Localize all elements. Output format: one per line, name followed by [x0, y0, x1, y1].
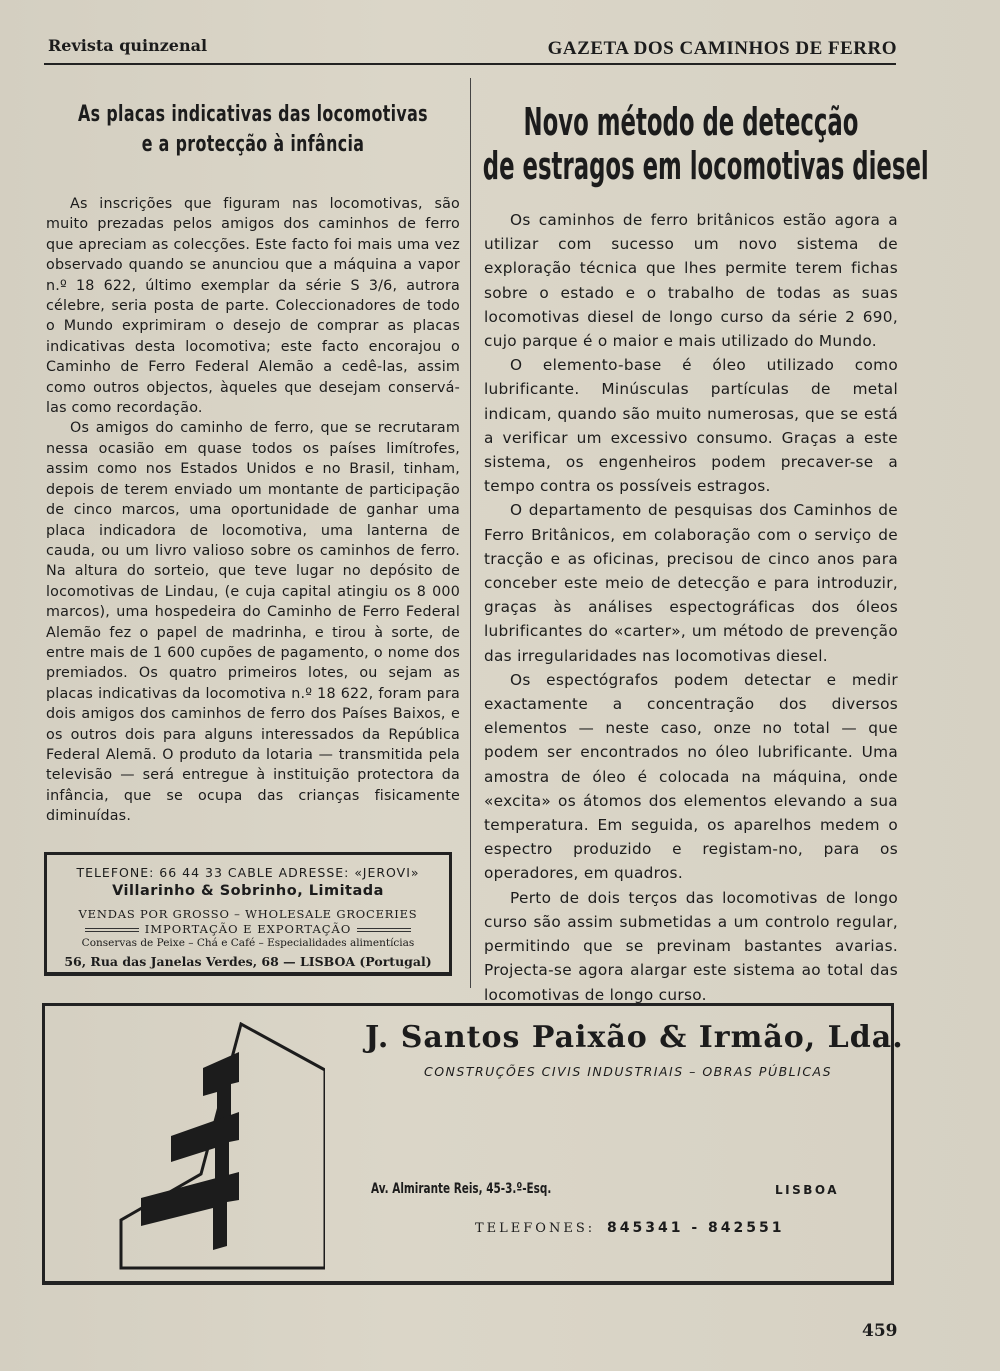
ad-company-city: LISBOA	[775, 1183, 840, 1197]
ad-phone-cable: TELEFONE: 66 44 33 CABLE ADRESSE: «JEROVI»	[76, 865, 420, 880]
ad-tagline: VENDAS POR GROSSO – WHOLESALE GROCERIES	[78, 907, 418, 921]
right-article-title-line2: de estragos em locomotivas diesel	[482, 144, 929, 188]
ad-import-export: IMPORTAÇÃO E EXPORTAÇÃO	[144, 922, 352, 936]
ad-company-name: Villarinho & Sobrinho, Limitada	[112, 883, 384, 899]
right-article-paragraph: Os caminhos de ferro britânicos estão agora a utilizar com sucesso um novo sistema de exploração técnica que lhes permite terem fichas sobre o estado e o trabalho de todas as suas locomotivas diesel de longo curso da série 2 690, cujo parque é o maior e mais utilizado do Mundo.	[484, 211, 898, 351]
page-number: 459	[862, 1321, 898, 1341]
right-article-paragraph: O elemento-base é óleo utilizado como lubrificante. Minúsculas partículas de metal indicam, quando são muito numerosas, que se está a verificar um excessivo consumo. Graças a este sistema, os engenheiros podem precaver-se a tempo contra os possíveis estragos.	[484, 356, 898, 496]
ad-phone-numbers: 845341 - 842551	[607, 1220, 785, 1236]
ad-import-export-row	[47, 922, 449, 936]
left-article-paragraph: As inscrições que figuram nas locomotivas, são muito prezadas pelos amigos dos caminhos de ferro que apreciam as colecções. Este facto foi mais uma vez observado quando se anunciou que a máquina a vapor n.º 18 622, último exemplar da série S 3/6, autrora célebre, seria posta de parte. Coleccionadores de todo o Mundo exprimiram o desejo de comprar as placas indicativas desta locomotiva; este facto encorajou o Caminho de Ferro Federal Alemão a cedê-las, assim como outros objectos, àqueles que desejam conservá-las como recordação.	[46, 196, 460, 417]
ad-company-subtitle: CONSTRUÇÕES CIVIS INDUSTRIAIS – OBRAS PÚBLICAS	[423, 1064, 833, 1079]
header-rule	[44, 63, 896, 65]
running-header-right: GAZETA DOS CAMINHOS DE FERRO	[547, 38, 897, 59]
right-article-paragraph: Perto de dois terços das locomotivas de longo curso são assim submetidas a um controlo regular, permitindo que se previnam bastantes avarias. Projecta-se agora alargar este sistema ao total das locomotivas de longo curso.	[484, 888, 898, 1004]
right-article-paragraph: Os espectógrafos podem detectar e medir exactamente a concentração dos diversos elementos — neste caso, onze no total — que podem ser encontrados no óleo lubrificante. Uma amostra de óleo é colocada na máquina, onde «excita» os átomos dos elementos elevando a sua temperatura. Em seguida, os aparelhos medem o espectro produzido e registam-no, para os operadores, em quadros.	[484, 670, 898, 883]
ad-phones-label: TELEFONES:	[475, 1221, 596, 1236]
column-divider	[470, 78, 471, 988]
divider-line	[357, 928, 411, 932]
divider-line	[85, 928, 139, 932]
building-logo-icon	[119, 1022, 325, 1276]
right-article-paragraph: O departamento de pesquisas dos Caminhos de Ferro Britânicos, em colaboração com o serviço de tracção e as oficinas, precisou de cinco anos para conceber este meio de detecção e para introduzir, graças às análises espectográficas dos óleos lubrificantes do «carter», um método de prevenção das irregularidades nas locomotivas diesel.	[484, 501, 898, 665]
right-article-body	[484, 208, 898, 1007]
grocery-advertisement	[44, 852, 452, 976]
left-article-paragraph: Os amigos do caminho de ferro, que se recrutaram nessa ocasião em quase todos os países limítrofes, assim como nos Estados Unidos e no Brasil, tinham, depois de terem enviado um montante de participação de cinco marcos, uma oportunidade de ganhar uma placa indicadora de locomotiva, uma lanterna de cauda, ou um livro valioso sobre os caminhos de ferro. Na altura do sorteio, que teve lugar no depósito de locomotivas de Lindau, (e cuja capital atingiu os 8 000 marcos), uma hospedeira do Caminho de Ferro Federal Alemão fez o papel de madrinha, e tirou à sorte, de entre mais de 1 600 cupões de pagamento, o nome dos premiados. Os quatro primeiros lotes, ou sejam as placas indicativas da locomotiva n.º 18 622, foram para dois amigos dos caminhos de ferro dos Países Baixos, e os outros dois para alguns interessados da República Federal Alemã. O produto da lotaria — transmitida pela televisão — será entregue à instituição protectora da infância, que se ocupa das crianças fisicamente diminuídas.	[46, 420, 460, 825]
right-article-title-line1: Novo método de detecção	[523, 100, 859, 144]
left-article-body	[46, 194, 460, 827]
ad-address: 56, Rua das Janelas Verdes, 68 — LISBOA (Portugal)	[64, 954, 432, 969]
left-article-title-line1: As placas indicativas das locomotivas	[78, 102, 428, 127]
ad-products: Conservas de Peixe – Chá e Café – Especialidades alimentícias	[81, 937, 415, 949]
right-article	[482, 100, 929, 1007]
left-article	[46, 100, 460, 827]
construction-advertisement	[42, 1003, 904, 1285]
ad-company-address: Av. Almirante Reis, 45-3.º-Esq.	[371, 1181, 552, 1197]
left-article-title-line2: e a protecção à infância	[141, 132, 365, 157]
ad-company-title: J. Santos Paixão & Irmão, Lda.	[365, 1020, 904, 1055]
running-header-left: Revista quinzenal	[48, 36, 208, 55]
